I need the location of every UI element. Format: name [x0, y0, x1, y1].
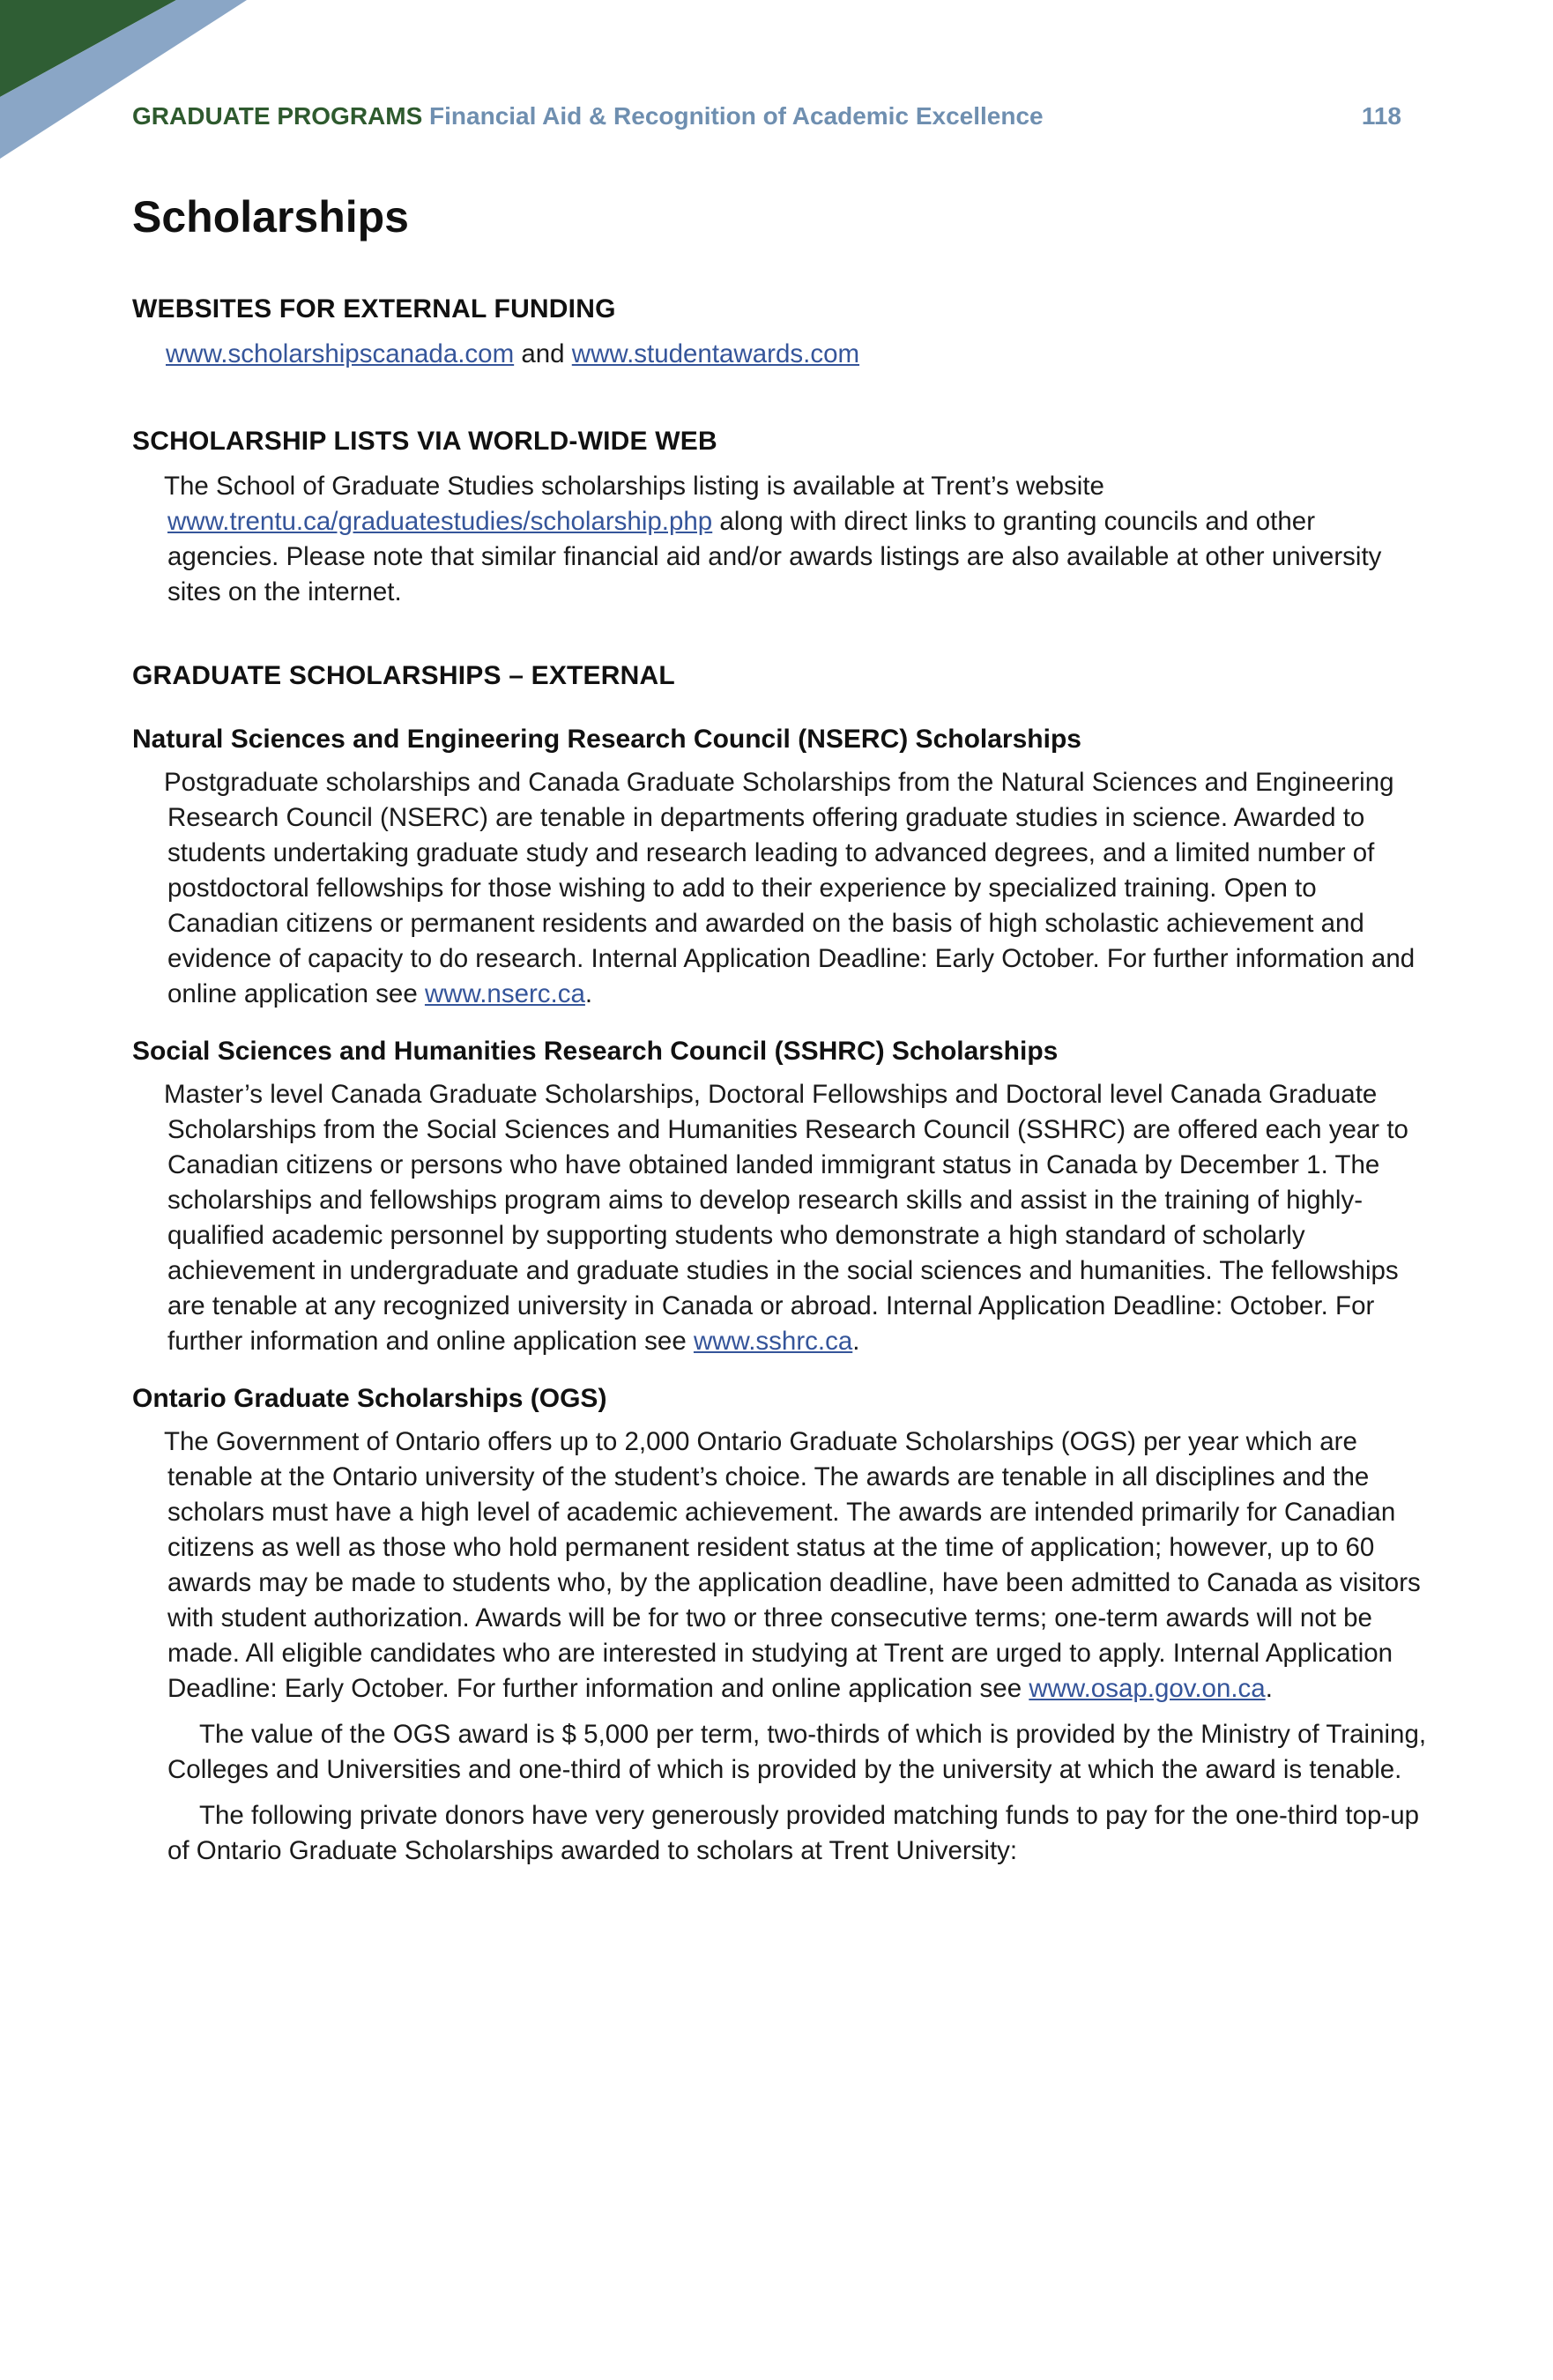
nserc-paragraph	[132, 765, 1428, 1012]
header-program: GRADUATE PROGRAMS	[132, 102, 423, 130]
ogs-period: .	[1265, 1674, 1273, 1703]
sshrc-paragraph	[132, 1077, 1428, 1359]
external-scholarships-heading: GRADUATE SCHOLARSHIPS – EXTERNAL	[132, 661, 675, 690]
lists-web-heading: SCHOLARSHIP LISTS VIA WORLD-WIDE WEB	[132, 427, 717, 456]
scholarshipscanada-link[interactable]: www.scholarshipscanada.com	[166, 339, 515, 368]
page-number: 118	[1361, 102, 1401, 130]
osap-link[interactable]: www.osap.gov.on.ca	[1029, 1674, 1266, 1703]
lists-web-text-2: along with direct links to granting councils and other agencies. Please note that similar financial aid and/or awards listings are also available at other university sites on the internet.	[167, 507, 1382, 606]
ogs-value-paragraph: The value of the OGS award is $ 5,000 per term, two-thirds of which is provided by the Ministry of Training, Colleges and Universities and one-third of which is provided by the university at which the award is tenable.	[167, 1720, 1427, 1784]
ogs-paragraph	[132, 1424, 1428, 1707]
studentawards-link[interactable]: www.studentawards.com	[571, 339, 860, 368]
corner-decoration	[0, 0, 247, 159]
sshrc-link[interactable]: www.sshrc.ca	[693, 1327, 853, 1356]
sshrc-heading: Social Sciences and Humanities Research Council (SSHRC) Scholarships	[132, 1037, 1059, 1066]
nserc-period: .	[584, 979, 593, 1008]
external-funding-links	[132, 337, 1428, 372]
nserc-heading: Natural Sciences and Engineering Research Council (NSERC) Scholarships	[132, 725, 1081, 754]
external-funding-and: and	[514, 339, 572, 368]
sshrc-text: Master’s level Canada Graduate Scholarships, Doctoral Fellowships and Doctoral level Canada Graduate Scholarships from the Social Sciences and Humanities Research Council (SSHRC) are offered each year to Canadian citizens or persons who have obtained landed immigrant status in Canada by December 1. The scholarships and fellowships program aims to develop research skills and assist in the training of highly-qualified academic personnel by supporting students who demonstrate a high standard of scholarly achievement in undergraduate and graduate studies in the social sciences and humanities. The fellowships are tenable at any recognized university in Canada or abroad. Internal Application Deadline: October. For further information and online application see	[164, 1080, 1408, 1356]
page-content	[132, 187, 1428, 1869]
nserc-text: Postgraduate scholarships and Canada Graduate Scholarships from the Natural Sciences and Engineering Research Council (NSERC) are tenable in departments offering graduate studies in science. Awarded to students undertaking graduate study and research leading to advanced degrees, and a limited number of postdoctoral fellowships for those wishing to add to their experience by specialized training. Open to Canadian citizens or permanent residents and awarded on the basis of high scholastic achievement and evidence of capacity to do research. Internal Application Deadline: Early October. For further information and online application see	[164, 768, 1416, 1008]
external-funding-heading: WEBSITES FOR EXTERNAL FUNDING	[132, 294, 616, 324]
header-section: Financial Aid & Recognition of Academic Excellence	[429, 102, 1044, 130]
page-title: Scholarships	[132, 192, 409, 242]
ogs-text: The Government of Ontario offers up to 2,000 Ontario Graduate Scholarships (OGS) per year which are tenable at the Ontario university of the student’s choice. The awards are tenable in all disciplines and the scholars must have a high level of academic achievement. The awards are intended primarily for Canadian citizens as well as those who hold permanent resident status at the time of application; however, up to 60 awards may be made to students who, by the application deadline, have been admitted to Canada as visitors with student authorization. Awards will be for two or three consecutive terms; one-term awards will not be made. All eligible candidates who are interested in studying at Trent are urged to apply. Internal Application Deadline: Early October. For further information and online application see	[164, 1427, 1421, 1703]
sshrc-period: .	[852, 1327, 860, 1356]
ogs-heading: Ontario Graduate Scholarships (OGS)	[132, 1384, 607, 1413]
running-header	[132, 99, 1401, 134]
nserc-link[interactable]: www.nserc.ca	[424, 979, 585, 1008]
lists-web-paragraph	[132, 469, 1428, 610]
ogs-donors-paragraph: The following private donors have very generously provided matching funds to pay for the one-third top-up of Ontario Graduate Scholarships awarded to scholars at Trent University:	[167, 1801, 1420, 1865]
trentu-scholarship-link[interactable]: www.trentu.ca/graduatestudies/scholarship.php	[167, 507, 713, 536]
lists-web-text-1: The School of Graduate Studies scholarships listing is available at Trent’s website	[164, 472, 1104, 501]
